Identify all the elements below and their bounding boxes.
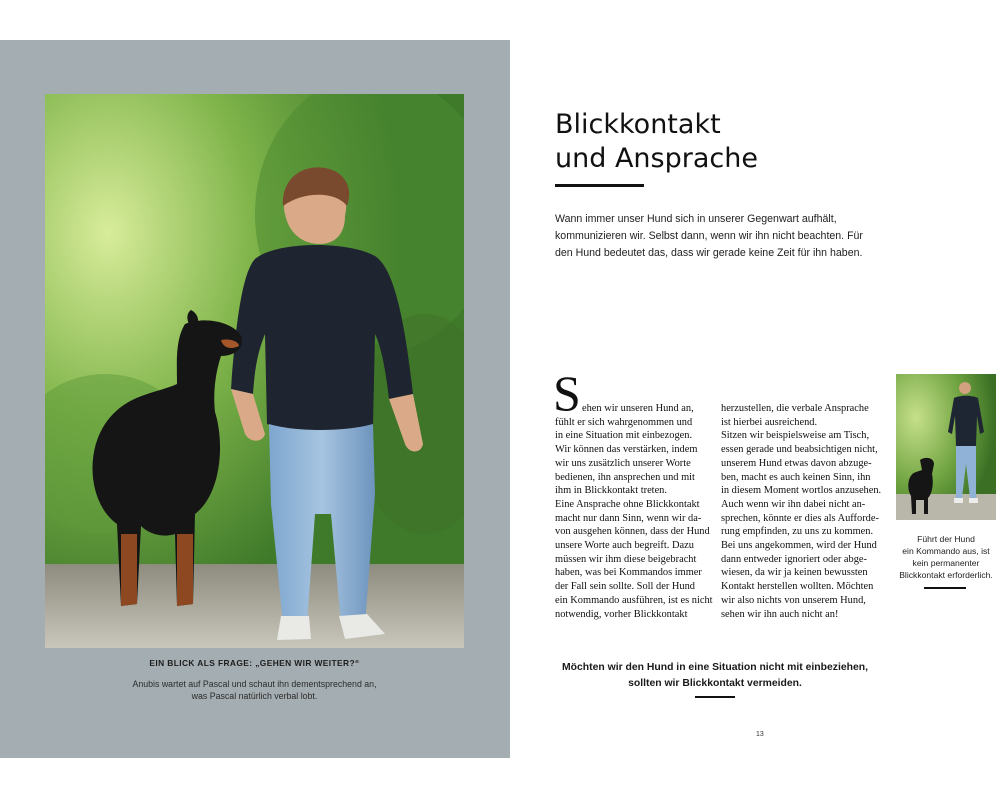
drop-cap: S — [553, 365, 581, 421]
body-line: bedienen, ihn ansprechen und mit — [555, 471, 695, 483]
body-line: Kontakt herstellen wollten. Möchten — [721, 581, 874, 593]
side-caption-rule — [924, 587, 966, 589]
heading-line: und Ansprache — [555, 143, 758, 174]
body-line: Eine Ansprache ohne Blickkontakt — [555, 498, 700, 510]
caption-line: Anubis wartet auf Pascal und schaut ihn dementsprechend an, — [132, 679, 377, 689]
side-photo — [896, 374, 996, 520]
body-line: wiesen, da wir ja keinen bewussten — [721, 567, 868, 579]
body-line: der Fall sein sollte. Soll der Hund — [555, 581, 695, 593]
body-line: essen gerade und beabsichtigen nicht, — [721, 444, 878, 456]
body-line: herzustellen, die verbale Ansprache — [721, 403, 869, 414]
body-line: Sitzen wir beispielsweise am Tisch, — [721, 430, 870, 442]
body-line: unserem Hund etwas davon abzuge- — [721, 457, 872, 469]
intro-line: kommunizieren wir. Selbst dann, wenn wir ihn nicht beachten. Für — [555, 230, 863, 242]
pull-quote-line: sollten wir Blickkontakt vermeiden. — [628, 678, 802, 689]
body-line: ein Kommando ausführen, ist es nicht — [555, 594, 713, 606]
pull-quote-line: Möchten wir den Hund in eine Situation nicht mit einbeziehen, — [562, 662, 868, 673]
body-line: ihm in Blickkontakt treten. — [555, 485, 667, 497]
main-photo — [45, 94, 464, 648]
body-line: rung empfinden, zu uns zu kommen. — [721, 526, 874, 538]
body-line: in eine Situation mit einbezogen. — [555, 430, 693, 442]
body-line: unsere Worte auch begreift. Dazu — [555, 540, 694, 552]
heading-line: Blickkontakt — [555, 109, 721, 140]
body-line: sprechen, könnte er dies als Aufforde- — [721, 512, 879, 524]
body-line: ben, macht es auch keinen Sinn, ihn — [721, 471, 871, 483]
body-line: wir uns zusätzlich unserer Worte — [555, 457, 691, 469]
pull-quote-rule — [695, 696, 735, 698]
body-line: in diesem Moment wortlos anzusehen. — [721, 485, 882, 497]
body-line: Bei uns angekommen, wird der Hund — [721, 540, 877, 552]
body-line: Wir können das verstärken, indem — [555, 444, 698, 456]
caption-title: EIN BLICK ALS FRAGE: „GEHEN WIR WEITER?“ — [149, 658, 360, 668]
pull-quote — [555, 660, 875, 692]
intro-line: Wann immer unser Hund sich in unserer Gegenwart aufhält, — [555, 213, 837, 225]
page-number: 13 — [756, 731, 764, 738]
heading-rule — [555, 184, 644, 187]
body-line: ist hierbei ausreichend. — [721, 416, 818, 428]
body-line: notwendig, vorher Blickkontakt — [555, 608, 688, 620]
chapter-heading — [555, 108, 895, 176]
side-caption-line: ein Kommando aus, ist — [902, 546, 990, 556]
side-caption-line: Blickkontakt erforderlich. — [899, 570, 993, 580]
photo-caption — [45, 658, 464, 702]
body-line: fühlt er sich wahrgenommen und — [555, 416, 693, 428]
body-line: haben, was bei Kommandos immer — [555, 567, 702, 579]
body-line: von ausgehen können, dass der Hund — [555, 526, 710, 538]
caption-line: was Pascal natürlich verbal lobt. — [191, 691, 318, 701]
body-column-2 — [721, 402, 881, 621]
body-line: wir also nichts von unserem Hund, — [721, 594, 866, 606]
body-line: macht nur dann Sinn, wenn wir da- — [555, 512, 702, 524]
intro-line: den Hund bedeutet das, dass wir gerade keine Zeit für ihn haben. — [555, 247, 863, 259]
body-line: Auch wenn wir ihn dabei nicht an- — [721, 498, 866, 510]
body-line: sehen wir ihn auch nicht an! — [721, 608, 839, 620]
left-page — [0, 40, 510, 758]
side-caption-line: Führt der Hund — [917, 534, 975, 544]
body-line: ehen wir unseren Hund an, — [582, 403, 694, 414]
caption-body — [45, 678, 464, 702]
side-caption-line: kein permanenter — [912, 558, 980, 568]
body-line: dann entweder ignoriert oder abge- — [721, 553, 867, 565]
side-photo-caption — [890, 533, 1000, 581]
intro-paragraph — [555, 211, 900, 262]
body-line: müssen wir ihm diese beigebracht — [555, 553, 697, 565]
body-column-1 — [555, 402, 713, 621]
